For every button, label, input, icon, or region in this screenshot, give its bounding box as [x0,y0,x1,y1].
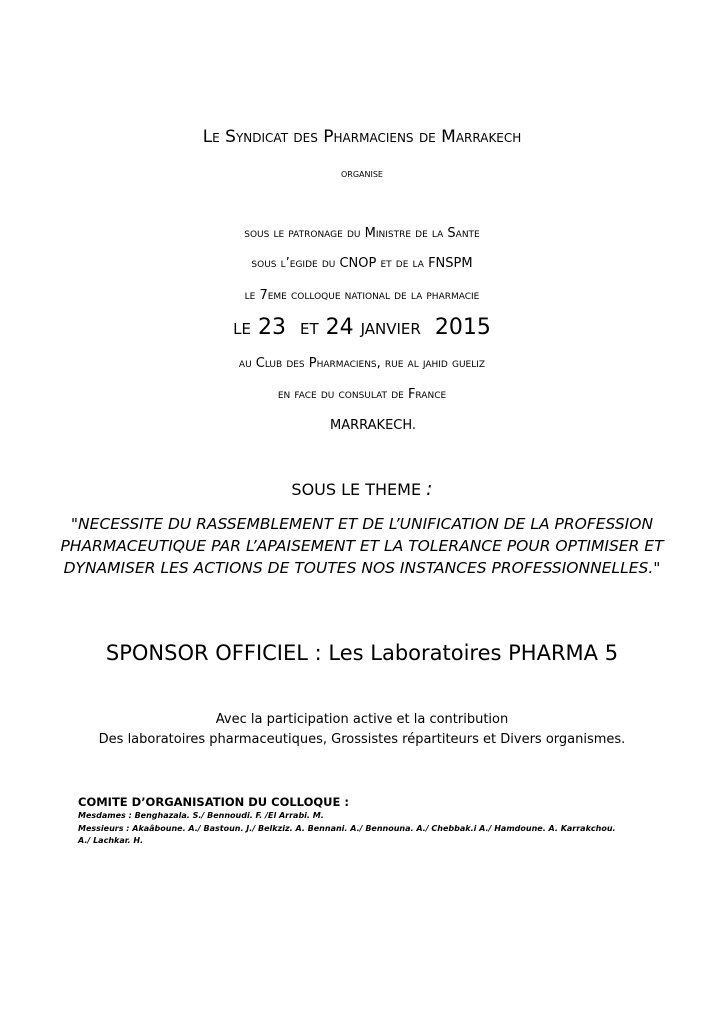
egide-middle: et de la [376,256,429,271]
sponsor-line: SPONSOR OFFICIEL : Les Laboratoires PHARMA 5 [105,641,619,665]
committee-title: COMITE D’ORGANISATION DU COLLOQUE : [78,795,349,809]
participation-line-2: Des laboratoires pharmaceutiques, Grossistes répartiteurs et Divers organismes. [98,732,626,747]
theme-colon: : [426,478,433,500]
consulat-line: en face du consulat de France [277,387,447,402]
date-et: et [285,315,326,340]
cnop-text: CNOP [339,256,377,271]
participation-line-1: Avec la participation active et la contribution [215,712,509,727]
fnspm-text: FNSPM [428,256,473,271]
theme-label: SOUS LE THEME [291,480,427,499]
city-line: MARRAKECH. [330,418,417,433]
venue-line: au Club des Pharmaciens, rue al jahid gueliz [238,356,486,371]
date-day-1: 23 [257,315,286,340]
committee-mesdames: Mesdames : Benghazala. S./ Bennoudi. F. /El Arrabi. M. [78,811,324,820]
theme-heading [0,478,724,500]
date-year: 2015 [434,315,491,340]
date-line [0,315,724,340]
date-day-2: 24 [325,315,354,340]
organizer-line: Le Syndicat des Pharmaciens de Marrakech [202,127,522,147]
theme-quote: "NECESSITE DU RASSEMBLEMENT ET DE L’UNIFICATION DE LA PROFESSION PHARMACEUTIQUE PAR L’APAISEMENT ET LA TOLERANCE POUR OPTIMISER ET DYNAMISER LES ACTIONS DE TOUTES NOS INSTANCES PROFESSIONNELLES." [60,515,664,577]
committee-messieurs: Messieurs : Akaâboune. A./ Bastoun. J./ Belkziz. A. Bennani. A./ Bennouna. A./ Chebbak.i A./ Hamdoune. A. Karrakchou. A./ Lachkar. H. [78,824,616,845]
patronage-line: sous le patronage du Ministre de la Sante [244,226,480,241]
date-month: janvier [353,315,435,340]
organise-line: organise [340,166,383,180]
date-le: le [233,315,258,340]
egide-prefix: sous l’egide du [251,256,340,271]
egide-line [0,256,724,271]
colloque-line: le 7eme colloque national de la pharmacie [244,288,480,303]
